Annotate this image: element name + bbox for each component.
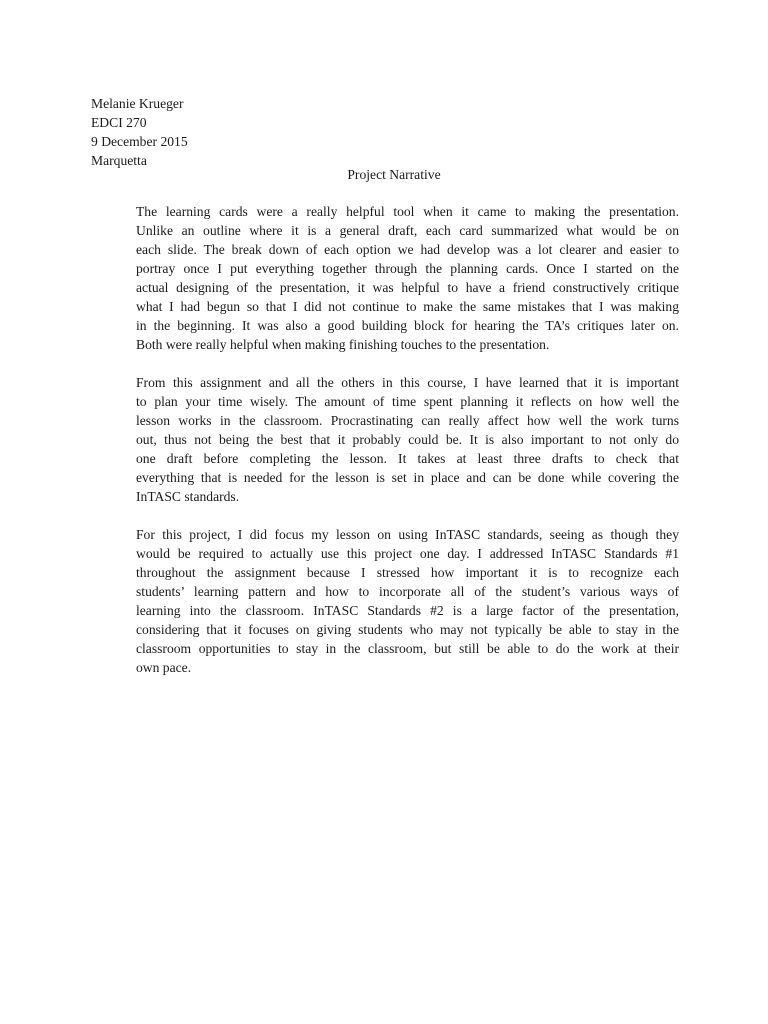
document-date: 9 December 2015 <box>91 134 188 149</box>
paragraph-line: own pace. <box>136 660 192 675</box>
paragraph-line: For this project, I did focus my lesson on using InTASC standards, seeing as though they <box>136 527 679 542</box>
paragraph-line: considering that it focuses on giving students who may not typically be able to stay in the <box>136 622 679 637</box>
paragraph-intasc-standards <box>136 525 679 677</box>
instructor-name: Marquetta <box>91 153 147 168</box>
paragraph-line: Both were really helpful when making finishing touches to the presentation. <box>136 337 550 352</box>
paragraph-learning-cards <box>136 202 679 354</box>
paragraph-line: From this assignment and all the others in this course, I have learned that it is important <box>136 375 679 390</box>
author-name: Melanie Krueger <box>91 96 184 111</box>
document-body <box>136 202 679 696</box>
paragraph-line: would be required to actually use this project one day. I addressed InTASC Standards #1 <box>136 546 679 561</box>
paragraph-line: one draft before completing the lesson. It takes at least three drafts to check that <box>136 451 679 466</box>
paragraph-line: portray once I put everything together through the planning cards. Once I started on the <box>136 261 679 276</box>
paragraph-line: actual designing of the presentation, it was helpful to have a friend constructively critique <box>136 280 679 295</box>
paragraph-line: everything that is needed for the lesson is set in place and can be done while covering the <box>136 470 679 485</box>
paragraph-line: in the beginning. It was also a good building block for hearing the TA’s critiques later on. <box>136 318 679 333</box>
paragraph-line: students’ learning pattern and how to incorporate all of the student’s various ways of <box>136 584 679 599</box>
document-header <box>91 94 188 170</box>
paragraph-line: The learning cards were a really helpful tool when it came to making the presentation. <box>136 204 679 219</box>
paragraph-line: InTASC standards. <box>136 489 240 504</box>
course-code: EDCI 270 <box>91 115 147 130</box>
paragraph-line: throughout the assignment because I stressed how important it is to recognize each <box>136 565 679 580</box>
paragraph-line: classroom opportunities to stay in the classroom, but still be able to do the work at their <box>136 641 679 656</box>
paragraph-line: Unlike an outline where it is a general draft, each card summarized what would be on <box>136 223 679 238</box>
paragraph-line: what I had begun so that I did not continue to make the same mistakes that I was making <box>136 299 679 314</box>
document-title: Project Narrative <box>347 167 441 182</box>
paragraph-line: to plan your time wisely. The amount of time spent planning it reflects on how well the <box>136 394 679 409</box>
paragraph-line: out, thus not being the best that it probably could be. It is also important to not only do <box>136 432 679 447</box>
paragraph-line: learning into the classroom. InTASC Standards #2 is a large factor of the presentation, <box>136 603 679 618</box>
paragraph-line: each slide. The break down of each option we had develop was a lot clearer and easier to <box>136 242 679 257</box>
paragraph-line: lesson works in the classroom. Procrastinating can really affect how well the work turns <box>136 413 679 428</box>
paragraph-time-planning <box>136 373 679 506</box>
